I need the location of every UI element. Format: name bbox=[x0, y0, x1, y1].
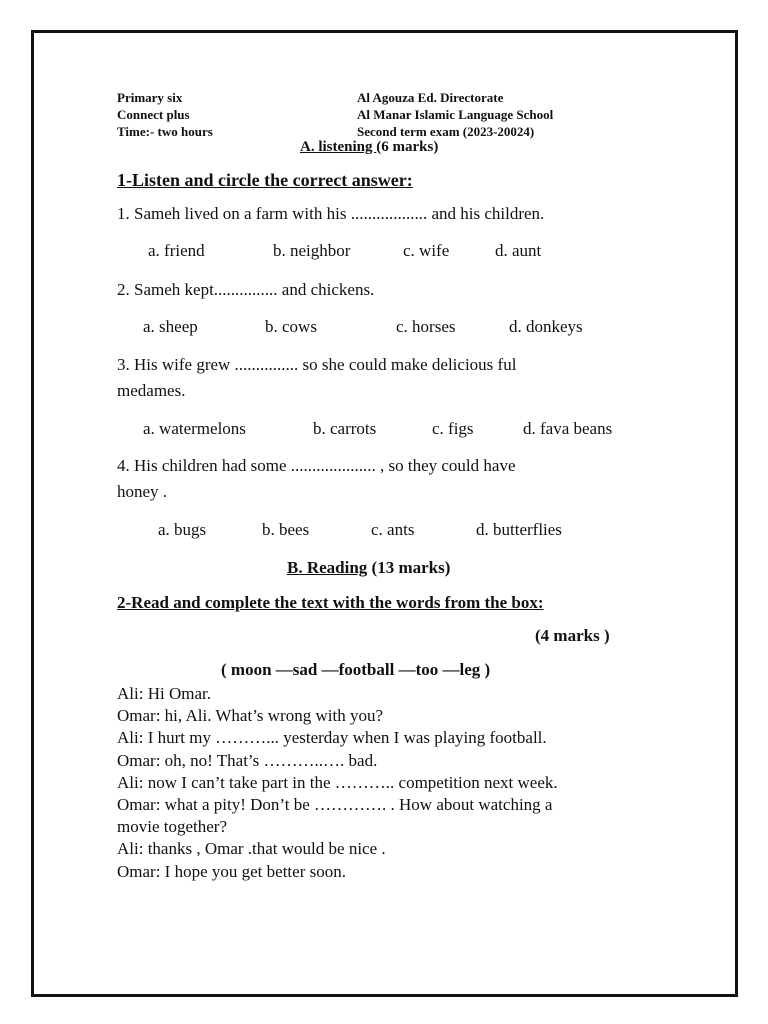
option: d. butterflies bbox=[476, 520, 562, 539]
dialogue bbox=[117, 683, 677, 883]
section-b-heading bbox=[287, 558, 450, 578]
item-4-line-2: honey . bbox=[117, 482, 168, 501]
section-a-marks: (6 marks) bbox=[376, 139, 439, 155]
option: b. bees bbox=[262, 520, 310, 539]
option: d. fava beans bbox=[523, 419, 613, 438]
question-1-item-2: 2. Sameh kept............... and chickens. bbox=[117, 280, 375, 299]
header-left bbox=[117, 89, 213, 140]
section-b-title: B. Reading bbox=[287, 558, 368, 577]
option: a. bugs bbox=[158, 520, 207, 539]
option: a. sheep bbox=[143, 317, 198, 336]
option: c. wife bbox=[403, 241, 450, 260]
option: b. carrots bbox=[313, 419, 377, 438]
option: d. aunt bbox=[495, 241, 542, 260]
header-grade: Primary six bbox=[117, 90, 183, 105]
header-course: Connect plus bbox=[117, 107, 190, 122]
dialogue-line: Omar: I hope you get better soon. bbox=[117, 861, 346, 881]
item-3-line-1: 3. His wife grew ............... so she could make delicious ful bbox=[117, 355, 517, 374]
dialogue-line: Ali: Hi Omar. bbox=[117, 684, 211, 703]
section-a-title: A. listening bbox=[300, 139, 377, 155]
question-2-marks: (4 marks ) bbox=[535, 626, 610, 645]
option: a. friend bbox=[148, 241, 205, 260]
header-exam: Second term exam (2023-20024) bbox=[357, 124, 535, 139]
dialogue-line: Ali: I hurt my ………... yesterday when I was playing football. bbox=[117, 728, 547, 748]
header-school: Al Manar Islamic Language School bbox=[357, 107, 554, 122]
item-3-line-2: medames. bbox=[117, 381, 186, 400]
item-4-line-1: 4. His children had some .................... , so they could have bbox=[117, 456, 516, 475]
word-box: ( moon —sad —football —too —leg ) bbox=[221, 660, 491, 679]
question-1-item-1: 1. Sameh lived on a farm with his .................. and his children. bbox=[117, 204, 545, 223]
option: c. figs bbox=[432, 419, 474, 438]
section-a-heading bbox=[300, 139, 438, 156]
dialogue-line: Ali: now I can’t take part in the ……….. competition next week. bbox=[117, 772, 558, 792]
question-1-heading: 1-Listen and circle the correct answer: bbox=[117, 170, 413, 190]
dialogue-line: Omar: oh, no! That’s ………..…. bad. bbox=[117, 750, 378, 770]
header-directorate: Al Agouza Ed. Directorate bbox=[357, 90, 504, 105]
header-time: Time:- two hours bbox=[117, 124, 213, 139]
option: a. watermelons bbox=[143, 419, 246, 438]
option: b. cows bbox=[265, 317, 317, 336]
dialogue-line: movie together? bbox=[117, 817, 227, 837]
option: b. neighbor bbox=[273, 241, 351, 260]
question-1-item-4 bbox=[117, 453, 516, 505]
section-b-marks: (13 marks) bbox=[367, 558, 451, 577]
option: d. donkeys bbox=[509, 317, 583, 336]
dialogue-line: Omar: hi, Ali. What’s wrong with you? bbox=[117, 706, 383, 726]
dialogue-line: Ali: thanks , Omar .that would be nice . bbox=[117, 839, 386, 859]
question-2-heading: 2-Read and complete the text with the words from the box: bbox=[117, 593, 544, 612]
header-right bbox=[357, 89, 553, 140]
option: c. horses bbox=[396, 317, 456, 336]
option: c. ants bbox=[371, 520, 415, 539]
question-1-item-3 bbox=[117, 352, 516, 404]
dialogue-line: Omar: what a pity! Don’t be …………. . How about watching a bbox=[117, 795, 553, 815]
